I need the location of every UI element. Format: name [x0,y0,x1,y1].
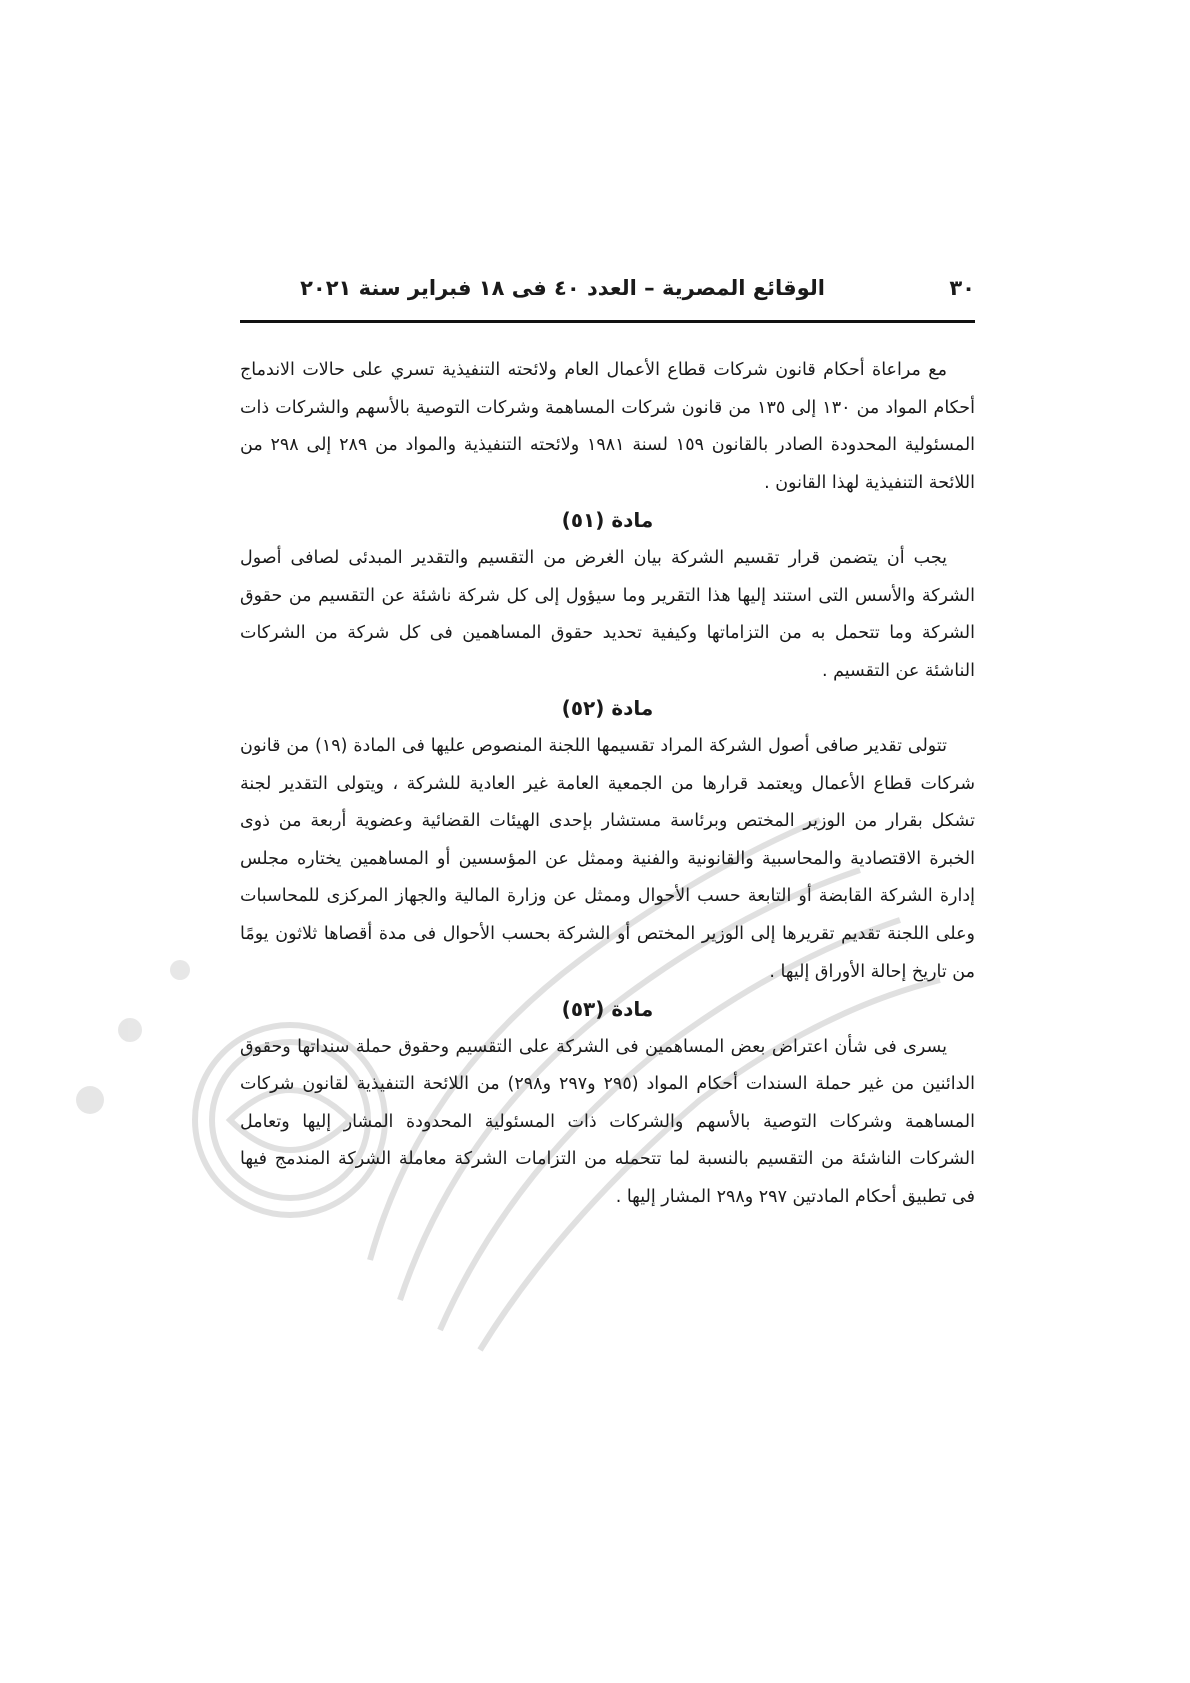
article-53-heading: مادة (٥٣) [561,997,654,1022]
article-52-heading: مادة (٥٢) [561,696,654,721]
gazette-title: الوقائع المصرية – العدد ٤٠ فى ١٨ فبراير سنة ٢٠٢١ [300,276,825,300]
page-header [240,272,975,323]
document-body [240,352,975,1217]
page-number: ٣٠ [949,276,975,300]
article-51-heading: مادة (٥١) [561,508,654,533]
article-53-text: يسرى فى شأن اعتراض بعض المساهمين فى الشركة على التقسيم وحقوق حملة سنداتها وحقوق الدائنين من غير حملة السندات أحكام المواد (٢٩٥ و٢٩٧ و٢٩٨) من اللائحة التنفيذية لقانون شركات المساهمة وشركات التوصية بالأسهم والشركات ذات المسئولية المحدودة المشار إليها وتعامل الشركات الناشئة من التقسيم بالنسبة لما تتحمله من التزامات الشركة معاملة الشركة المندمج فيها فى تطبيق أحكام المادتين ٢٩٧ و٢٩٨ المشار إليها . [240,1036,976,1208]
intro-paragraph: مع مراعاة أحكام قانون شركات قطاع الأعمال العام ولائحته التنفيذية تسري على حالات الاندماج أحكام المواد من ١٣٠ إلى ١٣٥ من قانون شركات المساهمة وشركات التوصية بالأسهم والشركات ذات المسئولية المحدودة الصادر بالقانون ١٥٩ لسنة ١٩٨١ ولائحته التنفيذية والمواد من ٢٨٩ إلى ٢٩٨ من اللائحة التنفيذية لهذا القانون . [240,360,976,493]
article-51-text: يجب أن يتضمن قرار تقسيم الشركة بيان الغرض من التقسيم والتقدير المبدئى لصافى أصول الشركة والأسس التى استند إليها هذا التقرير وما سيؤول إلى كل شركة ناشئة عن التقسيم من حقوق الشركة وما تتحمل به من التزاماتها وكيفية تحديد حقوق المساهمين فى كل شركة من الشركات الناشئة عن التقسيم . [240,547,975,681]
article-52-text: تتولى تقدير صافى أصول الشركة المراد تقسيمها اللجنة المنصوص عليها فى المادة (١٩) من قانون شركات قطاع الأعمال ويعتمد قرارها من الجمعية العامة غير العادية للشركة ، ويتولى التقدير لجنة تشكل بقرار من الوزير المختص وبرئاسة مستشار بإحدى الهيئات القضائية وعضوية أربعة من ذوى الخبرة الاقتصادية والمحاسبية والقانونية والفنية وممثل عن المؤسسين أو المساهمين يختاره مجلس إدارة الشركة القابضة أو التابعة حسب الأحوال وممثل عن وزارة المالية والجهاز المركزى للمحاسبات وعلى اللجنة تقديم تقريرها إلى الوزير المختص أو الشركة بحسب الأحوال فى مدة أقصاها ثلاثون يومًا من تاريخ إحالة الأوراق إليها . [240,735,975,982]
